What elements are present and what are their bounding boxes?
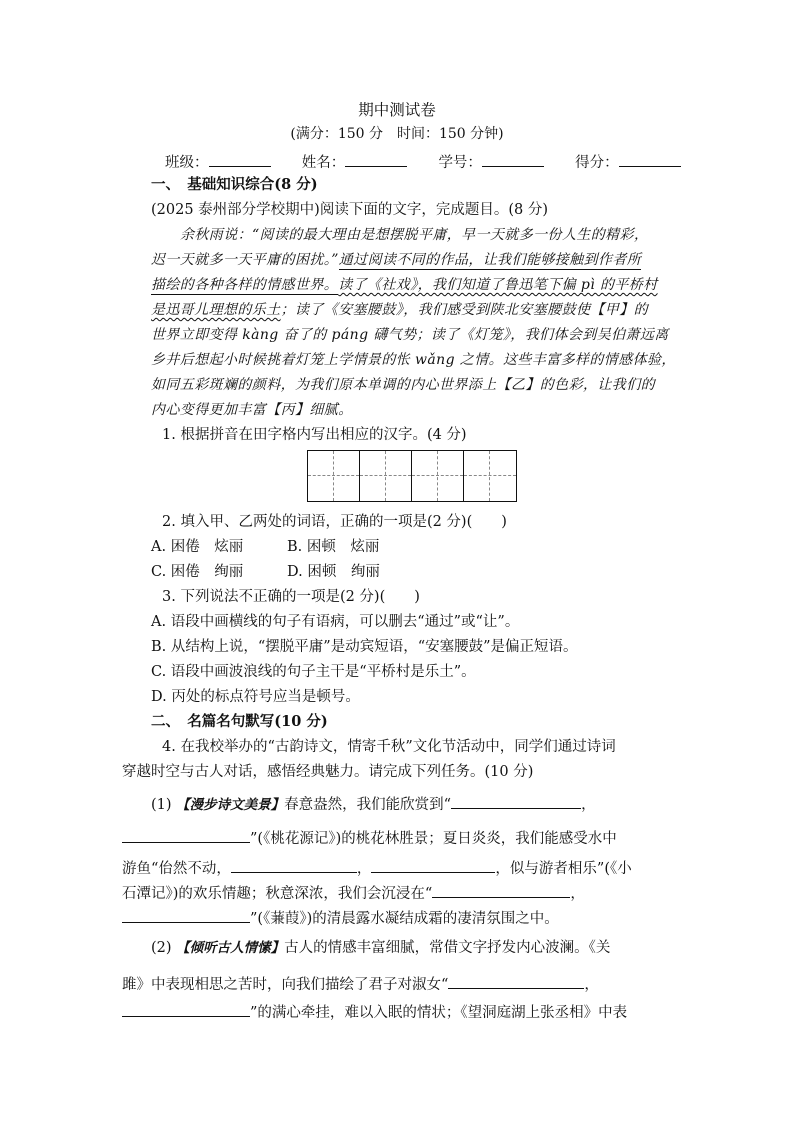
tianzige-grid (307, 450, 517, 502)
passage-line-3 (151, 275, 658, 295)
question-3-option-b[interactable]: B. 从结构上说，“摆脱平庸”是动宾短语，“安塞腰鼓”是偏正短语。 (151, 639, 578, 655)
question-3-option-a[interactable]: A. 语段中画横线的句子有语病，可以删去“通过”或“让”。 (151, 614, 520, 630)
passage-line-4: 是迅哥儿理想的乐土；读了《安塞腰鼓》，我们感受到陕北安塞腰鼓使【甲】的 (151, 302, 649, 318)
page-title: 期中测试卷 (358, 101, 436, 119)
blank-4[interactable] (371, 856, 495, 873)
section-1-source: (2025 泰州部分学校期中)阅读下面的文字，完成题目。(8 分) (151, 202, 548, 218)
task-1-number: (1) (151, 797, 172, 813)
student-id-field[interactable] (482, 150, 544, 167)
blank-5[interactable] (432, 881, 570, 898)
grid-cell[interactable] (412, 451, 464, 501)
blank-3[interactable] (231, 856, 357, 873)
passage-line-6: 乡井后想起小时候挑着灯笼上学情景的怅 wǎng 之情。这些丰富多样的情感体验， (151, 352, 676, 368)
question-3-option-c[interactable]: C. 语段中画波浪线的句子主干是“平桥村是乐土”。 (151, 664, 476, 680)
task-2-line-1: (2) 【倾听古人情愫】古人的情感丰富细腻，常借文字抒发内心波澜。《关 (151, 940, 611, 956)
blank-7[interactable] (448, 972, 584, 989)
blank-8[interactable] (122, 1000, 250, 1017)
passage-line-8: 内心变得更加丰富【丙】细腻。 (151, 402, 353, 418)
task-2-number: (2) (151, 940, 172, 956)
task-2-tag: 【倾听古人情愫】 (176, 940, 285, 956)
question-1: 1. 根据拼音在田字格内写出相应的汉字。(4 分) (162, 427, 467, 443)
name-field[interactable] (345, 150, 407, 167)
passage-line-5: 世界立即变得 kàng 奋了的 páng 礴气势；读了《灯笼》，我们体会到吴伯萧远离 (151, 327, 669, 343)
blank-6[interactable] (122, 906, 250, 923)
score-label: 得分： (575, 155, 619, 171)
question-3: 3. 下列说法不正确的一项是(2 分)( ) (162, 589, 420, 605)
class-label: 班级： (165, 155, 209, 171)
question-2-option-a[interactable]: A. 困倦 炫丽 (151, 539, 244, 555)
task-1-line-1: (1) 【漫步诗文美景】春意盎然，我们能欣赏到“ ， (151, 792, 596, 815)
question-3-option-d[interactable]: D. 丙处的标点符号应当是顿号。 (151, 689, 360, 705)
question-2-option-d[interactable]: D. 困顿 绚丽 (287, 564, 380, 580)
section-2-heading: 二、 名篇名句默写(10 分) (151, 713, 328, 730)
question-2-option-b[interactable]: B. 困顿 炫丽 (287, 539, 380, 555)
class-field[interactable] (209, 150, 271, 167)
task-1-line-5: ”(《蒹葭》)的清晨露水凝结成霜的凄清氛围之中。 (122, 906, 559, 929)
passage-line-2: 迟一天就多一天平庸的困扰。”通过阅读不同的作品，让我们能够接触到作者所 (151, 252, 642, 268)
task-2-line-3: ”的满心牵挂，难以入眠的情状；《望洞庭湖上张丞相》中表 (122, 1000, 627, 1023)
task-1-line-2: ”(《桃花源记》)的桃花林胜景；夏日炎炎，我们能感受水中 (122, 826, 617, 849)
section-1-heading: 一、 基础知识综合(8 分) (151, 176, 318, 193)
underlined-sentence-end: 描绘的各种各样的情感世界。 (151, 277, 339, 293)
student-info-row (165, 150, 681, 173)
task-1-line-4: 石潭记》)的欢乐情趣；秋意深浓，我们会沉浸在“ ， (122, 881, 585, 904)
grid-cell[interactable] (464, 451, 516, 501)
question-4-line-1: 4. 在我校举办的“古韵诗文，情寄千秋”文化节活动中，同学们通过诗词 (162, 739, 616, 755)
question-4-line-2: 穿越时空与古人对话，感悟经典魅力。请完成下列任务。(10 分) (122, 764, 534, 780)
question-2: 2. 填入甲、乙两处的词语，正确的一项是(2 分)( ) (162, 514, 507, 530)
blank-1[interactable] (451, 792, 581, 809)
name-label: 姓名： (301, 155, 346, 171)
score-field[interactable] (619, 150, 681, 167)
task-1-tag: 【漫步诗文美景】 (176, 797, 285, 813)
grid-cell[interactable] (360, 451, 412, 501)
passage-line-1: 余秋雨说：“阅读的最大理由是想摆脱平庸，早一天就多一份人生的精彩， (180, 227, 649, 243)
blank-2[interactable] (122, 826, 250, 843)
task-2-line-2: 雎》中表现相思之苦时，向我们描绘了君子对淑女“ ， (122, 972, 599, 995)
wavy-sentence-end: 是迅哥儿理想的乐土 (151, 302, 281, 318)
underlined-sentence: 通过阅读不同的作品，让我们能够接触到作者所 (338, 252, 642, 268)
grid-cell[interactable] (308, 451, 360, 501)
question-2-option-c[interactable]: C. 困倦 绚丽 (151, 564, 244, 580)
exam-subtitle: (满分：150 分 时间：150 分钟) (290, 126, 504, 142)
wavy-sentence: 读了《社戏》，我们知道了鲁迅笔下偏 pì 的平桥村 (338, 277, 658, 293)
task-1-line-3: 游鱼“佁然不动， ， ，似与游者相乐”(《小 (122, 856, 632, 879)
student-id-label: 学号： (438, 155, 482, 171)
passage-line-7: 如同五彩斑斓的颜料，为我们原本单调的内心世界添上【乙】的色彩，让我们的 (151, 377, 655, 393)
